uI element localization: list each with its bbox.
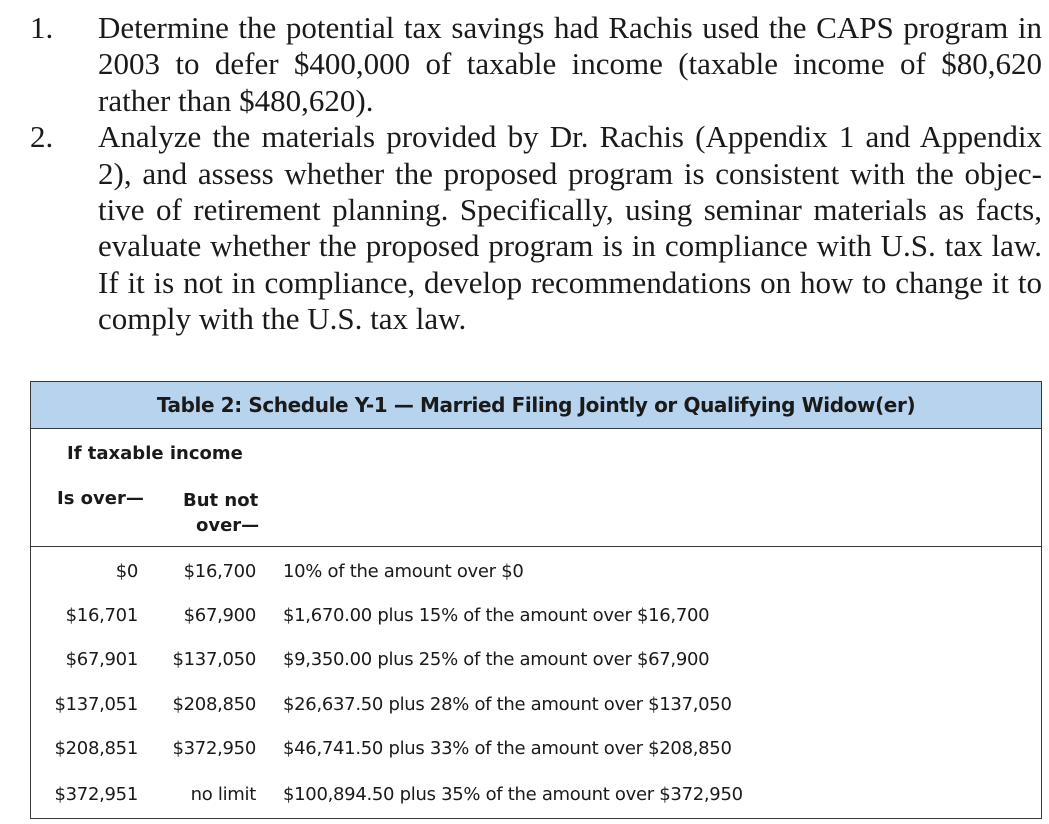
cell-tax-rate: $9,350.00 plus 25% of the amount over $67,900 [283, 649, 710, 670]
cell-is-over: $137,051 [54, 694, 138, 715]
cell-is-over: $16,701 [65, 605, 138, 626]
column-header-line: But not [183, 490, 259, 511]
tax-schedule-table [30, 381, 1042, 819]
cell-is-over: $208,851 [54, 738, 138, 759]
question-1 [30, 10, 1042, 119]
question-list [30, 10, 1042, 338]
question-text: Determine the potential tax savings had Rachis used the CAPS program in 2003 to defer $400,000 of taxable income (taxable income of $80,620 rather than $480,620). [98, 10, 1042, 118]
question-number: 2. [30, 119, 54, 155]
cell-but-not-over: $67,900 [183, 605, 256, 626]
cell-but-not-over: $208,850 [172, 694, 256, 715]
table-title: Table 2: Schedule Y-1 — Married Filing Jointly or Qualifying Widow(er) [31, 382, 1041, 429]
table-row [31, 784, 1041, 814]
table-row [31, 738, 1041, 768]
cell-but-not-over: $137,050 [172, 649, 256, 670]
cell-tax-rate: $100,894.50 plus 35% of the amount over $372,950 [283, 784, 743, 805]
cell-tax-rate: $46,741.50 plus 33% of the amount over $208,850 [283, 738, 732, 759]
cell-tax-rate: 10% of the amount over $0 [283, 561, 524, 582]
question-text: Analyze the materials provided by Dr. Rachis (Appendix 1 and Appendix 2), and assess whether the proposed program is consistent with the objective of retirement planning. Specifically, using seminar materials as facts, evaluate whether the proposed program is in compliance with U.S. tax law. If it is not in compliance, develop recommendations on how to change it to comply with the U.S. tax law. [98, 119, 1042, 337]
table-row [31, 561, 1041, 591]
column-header-line: over— [196, 515, 260, 536]
column-header-but-not-over [183, 488, 273, 538]
cell-is-over: $67,901 [65, 649, 138, 670]
table-row [31, 605, 1041, 635]
cell-is-over: $372,951 [54, 784, 138, 805]
table-header [31, 429, 1041, 547]
table-row [31, 649, 1041, 679]
cell-tax-rate: $1,670.00 plus 15% of the amount over $16,700 [283, 605, 710, 626]
question-number: 1. [30, 10, 54, 45]
cell-is-over: $0 [115, 561, 138, 582]
group-header: If taxable income [67, 443, 243, 464]
cell-but-not-over: $16,700 [183, 561, 256, 582]
cell-tax-rate: $26,637.50 plus 28% of the amount over $137,050 [283, 694, 732, 715]
question-2 [30, 119, 1042, 337]
cell-but-not-over: no limit [190, 784, 256, 805]
column-header-is-over: Is over— [57, 488, 144, 509]
table-row [31, 694, 1041, 724]
cell-but-not-over: $372,950 [172, 738, 256, 759]
